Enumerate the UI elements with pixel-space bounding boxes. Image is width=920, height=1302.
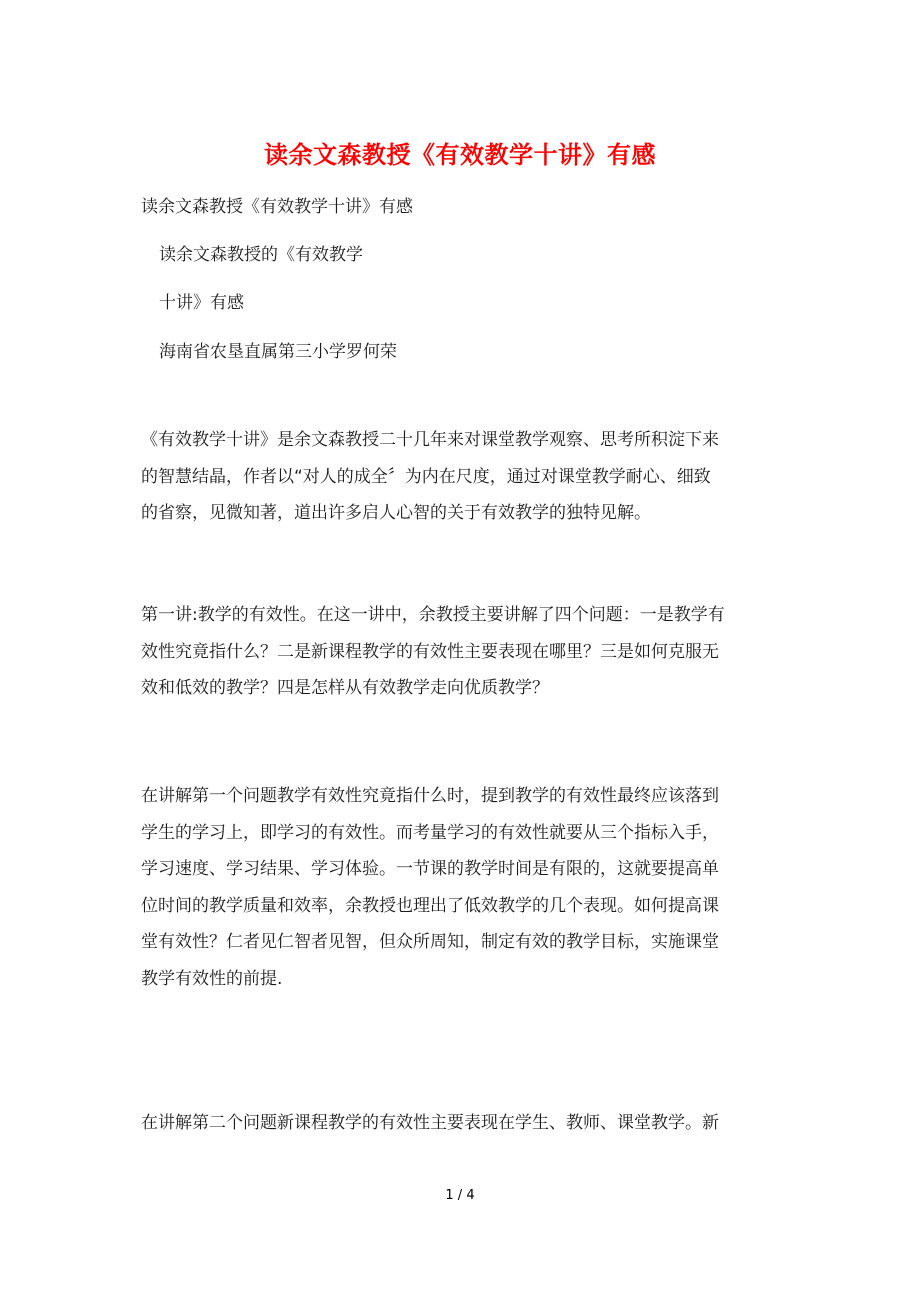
paragraph-line: 效和低效的教学？四是怎样从有效教学走向优质教学？ (141, 678, 549, 698)
paragraph-line: 的省察，见微知著，道出许多启人心智的关于有效教学的独特见解。 (141, 503, 651, 523)
header-line-2: 读余文森教授的《有效教学 (159, 245, 363, 265)
paragraph-intro (141, 422, 781, 532)
paragraph-line: 效性究竟指什么？二是新课程教学的有效性主要表现在哪里？三是如何克服无 (141, 641, 719, 662)
paragraph-question-two (141, 1105, 781, 1142)
paragraph-lecture-one (141, 597, 781, 707)
paragraph-line: 的智慧结晶，作者以“对人的成全〞为内在尺度，通过对课堂教学耐心、细致 (141, 466, 711, 487)
paragraph-line: 学习速度、学习结果、学习体验。一节课的教学时间是有限的，这就要提高单 (141, 859, 719, 879)
paragraph-line: 在讲解第一个问题教学有效性究竟指什么时，提到教学的有效性最终应该落到 (141, 786, 719, 806)
header-line-3: 十讲》有感 (159, 293, 244, 313)
paragraph-line: 《有效教学十讲》是余文森教授二十几年来对课堂教学观察、思考所积淀下来 (141, 430, 719, 450)
paragraph-line: 位时间的教学质量和效率，余教授也理出了低效教学的几个表现。如何提高课 (141, 895, 719, 916)
paragraph-line: 教学有效性的前提. (141, 968, 283, 989)
page-indicator: 1 / 4 (445, 1188, 475, 1203)
paragraph-line: 堂有效性？仁者见仁智者见智，但众所周知，制定有效的教学目标，实施课堂 (141, 932, 719, 952)
paragraph-line: 学生的学习上，即学习的有效性。而考量学习的有效性就要从三个指标入手， (141, 822, 719, 843)
paragraph-question-one (141, 778, 781, 997)
paragraph-line: 在讲解第二个问题新课程教学的有效性主要表现在学生、教师、课堂教学。新 (141, 1113, 719, 1133)
document-title: 读余文森教授《有效教学十讲》有感 (264, 140, 656, 169)
header-line-1: 读余文森教授《有效教学十讲》有感 (141, 197, 413, 217)
author-line: 海南省农垦直属第三小学罗何荣 (159, 342, 397, 362)
paragraph-line: 第一讲:教学的有效性。在这一讲中，余教授主要讲解了四个问题：一是教学有 (141, 605, 725, 625)
